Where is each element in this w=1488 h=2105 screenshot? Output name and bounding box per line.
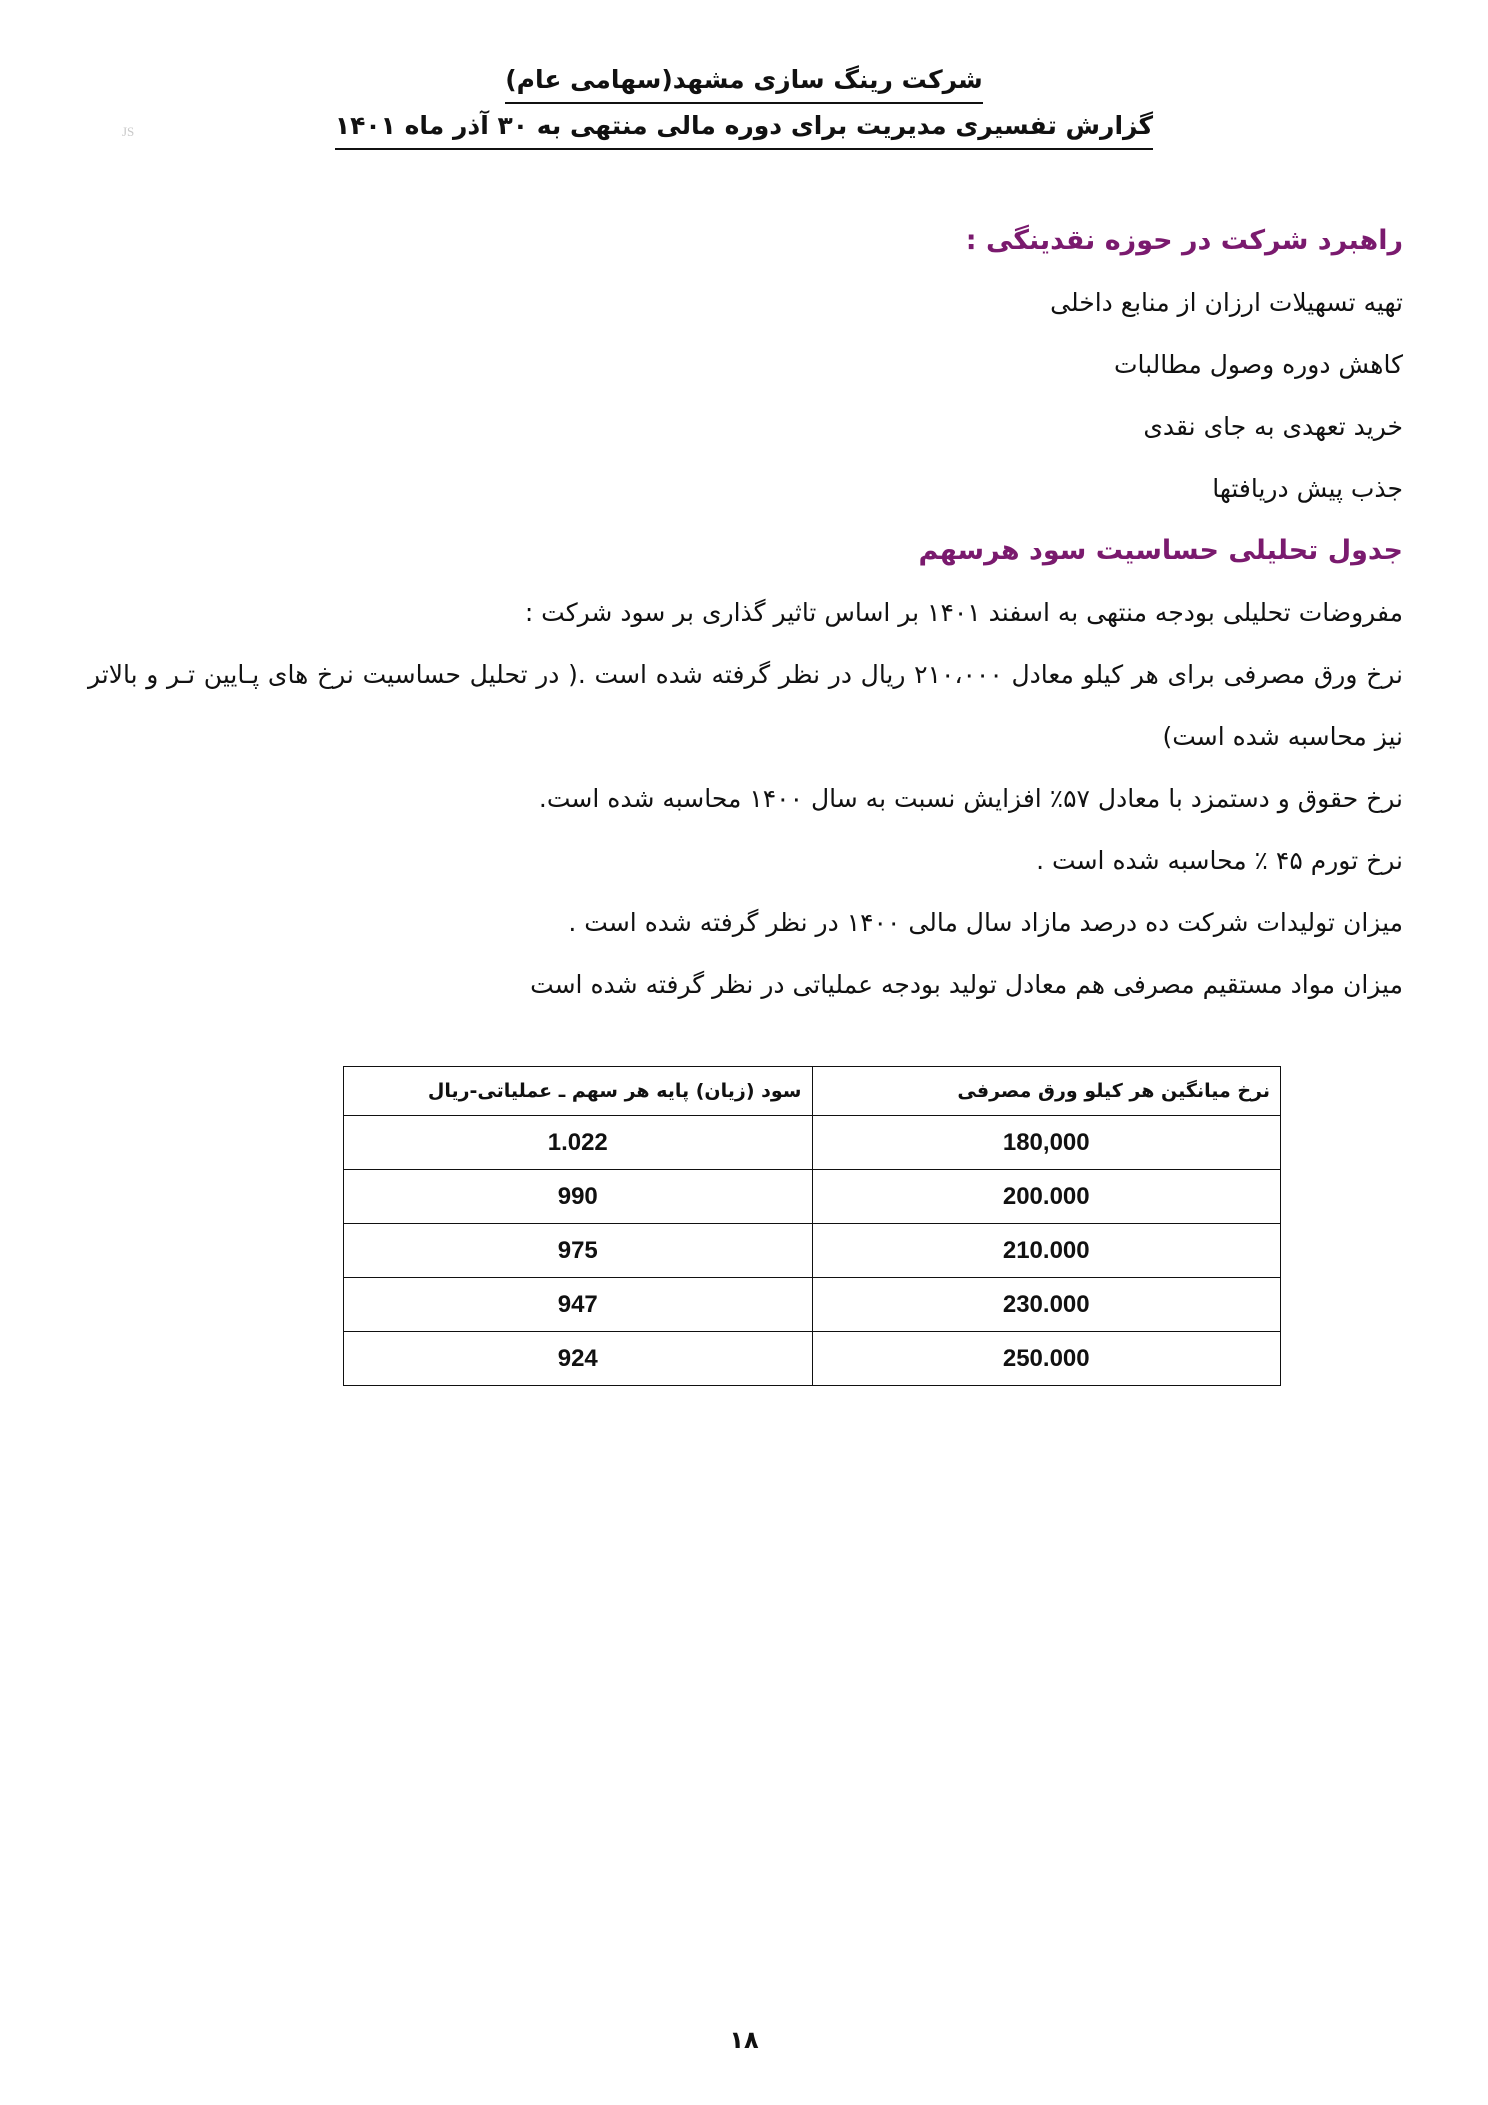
liquidity-item: کاهش دوره وصول مطالبات [1113,350,1403,379]
table-row [344,1224,1281,1278]
column-header-rate: نرخ میانگین هر کیلو ورق مصرفی [812,1067,1281,1116]
page-number: ۱۸ [729,2026,759,2054]
table-row [344,1278,1281,1332]
liquidity-item: تهیه تسهیلات ارزان از منابع داخلی [1050,288,1403,317]
assumption-production: میزان تولیدات شرکت ده درصد مازاد سال مالی ۱۴۰۰ در نظر گرفته شده است . [568,908,1403,937]
eps-cell: 990 [344,1170,813,1224]
eps-cell: 947 [344,1278,813,1332]
rate-cell: 250.000 [812,1332,1281,1386]
sensitivity-heading: جدول تحلیلی حساسیت سود هرسهم [918,535,1403,566]
report-title: گزارش تفسیری مدیریت برای دوره مالی منتهی به ۳۰ آذر ماه ۱۴۰۱ [335,106,1153,150]
liquidity-item: خرید تعهدی به جای نقدی [1143,412,1403,441]
rate-cell: 200.000 [812,1170,1281,1224]
company-name: شرکت رینگ سازی مشهد(سهامی عام) [505,60,983,104]
assumption-materials: میزان مواد مستقیم مصرفی هم معادل تولید بودجه عملیاتی در نظر گرفته شده است [530,970,1403,999]
assumption-inflation: نرخ تورم ۴۵ ٪ محاسبه شده است . [1036,846,1403,875]
eps-cell: 1.022 [344,1116,813,1170]
rate-cell: 230.000 [812,1278,1281,1332]
sensitivity-table [343,1066,1281,1386]
report-header [0,60,1488,152]
table-header-row [344,1067,1281,1116]
corner-mark: JS [122,124,135,139]
eps-cell: 924 [344,1332,813,1386]
eps-cell: 975 [344,1224,813,1278]
report-body [88,210,1403,1016]
table-row [344,1170,1281,1224]
table-row [344,1332,1281,1386]
column-header-eps: سود (زیان) پایه هر سهم ـ عملیاتی-ریال [344,1067,813,1116]
liquidity-item: جذب پیش دریافتها [1212,474,1403,503]
rate-cell: 210.000 [812,1224,1281,1278]
table-row [344,1116,1281,1170]
assumption-sheet-rate: نرخ ورق مصرفی برای هر کیلو معادل ۲۱۰،۰۰۰ ریال در نظر گرفته شده است .( در تحلیل حساسیت نرخ های پـایین تـر و بالاتر نیز محاسبه شده است) [88,660,1403,751]
liquidity-heading: راهبرد شرکت در حوزه نقدینگی : [965,225,1403,256]
assumption-wages: نرخ حقوق و دستمزد با معادل ۵۷٪ افزایش نسبت به سال ۱۴۰۰ محاسبه شده است. [538,784,1403,813]
assumption-intro: مفروضات تحلیلی بودجه منتهی به اسفند ۱۴۰۱ بر اساس تاثیر گذاری بر سود شرکت : [524,598,1403,627]
rate-cell: 180,000 [812,1116,1281,1170]
